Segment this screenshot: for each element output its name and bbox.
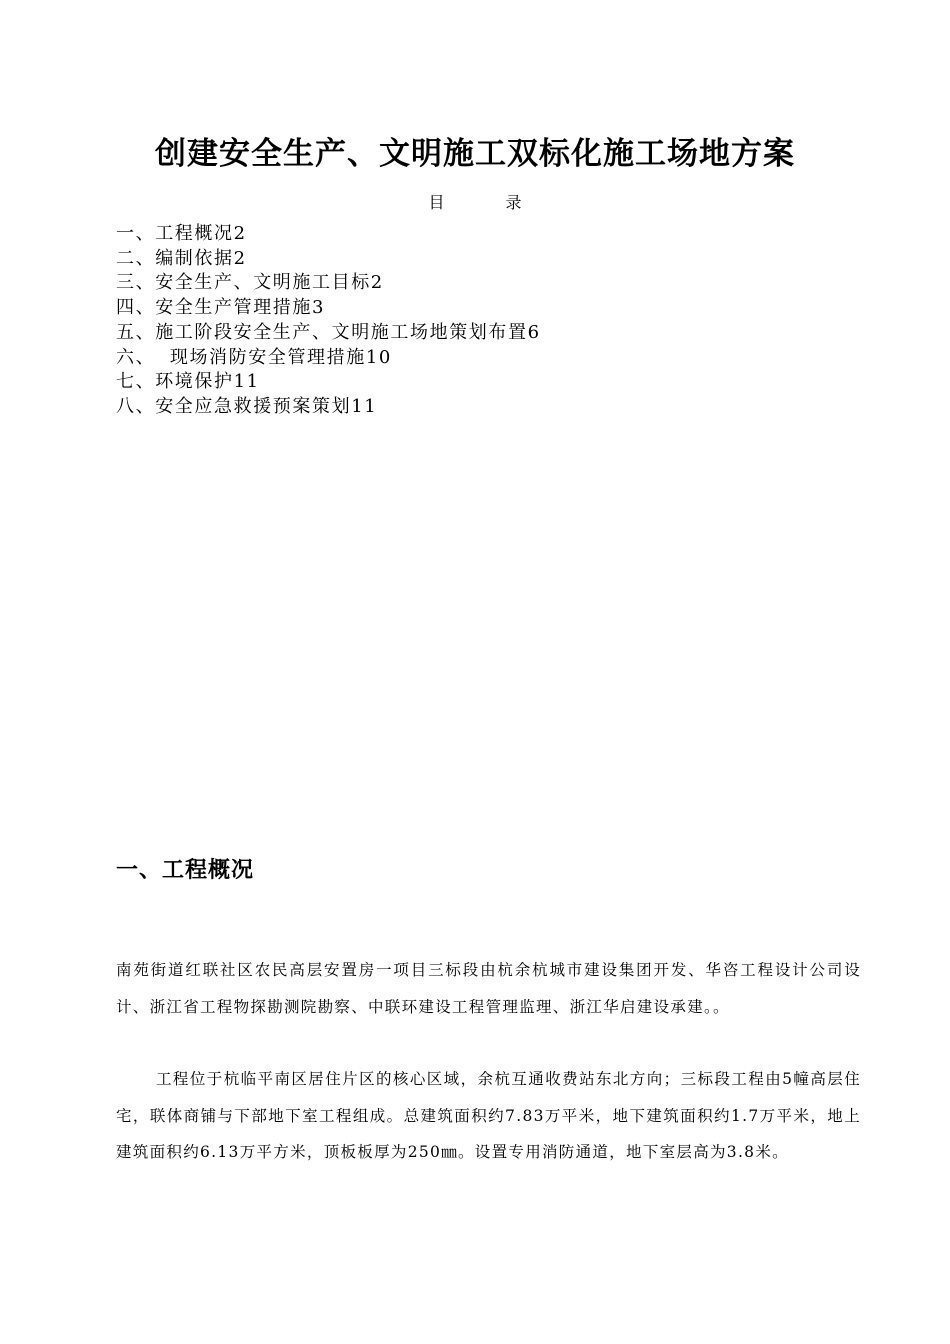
toc-item[interactable]: 六、 现场消防安全管理措施10: [116, 346, 392, 368]
body-paragraph: 工程位于杭临平南区居住片区的核心区域，余杭互通收费站东北方向；三标段工程由5幢高层住宅，联体商铺与下部地下室工程组成。总建筑面积约7.83万平米，地下建筑面积约1.7万平米，地上建筑面积约6.13万平方米，顶板板厚为250㎜。设置专用消防通道，地下室层高为3.8米。: [116, 1070, 861, 1161]
document-title: 创建安全生产、文明施工双标化施工场地方案: [155, 136, 795, 172]
toc-item[interactable]: 八、安全应急救援预案策划11: [116, 395, 378, 417]
toc-heading: 目 录: [428, 193, 550, 212]
toc-item[interactable]: 四、安全生产管理措施3: [116, 297, 326, 319]
toc-item[interactable]: 五、施工阶段安全生产、文明施工场地策划布置6: [116, 321, 541, 343]
table-of-contents: [116, 222, 541, 420]
toc-item[interactable]: 三、安全生产、文明施工目标2: [116, 272, 384, 294]
toc-item[interactable]: 一、工程概况2: [116, 223, 247, 244]
toc-item[interactable]: 七、环境保护11: [116, 371, 260, 393]
section-heading: 一、工程概况: [116, 858, 255, 883]
toc-item[interactable]: 二、编制依据2: [116, 247, 247, 269]
body-paragraph: 南苑街道红联社区农民高层安置房一项目三标段由杭余杭城市建设集团开发、华咨工程设计公司设计、浙江省工程物探勘测院勘察、中联环建设工程管理监理、浙江华启建设承建。。: [116, 961, 861, 1016]
